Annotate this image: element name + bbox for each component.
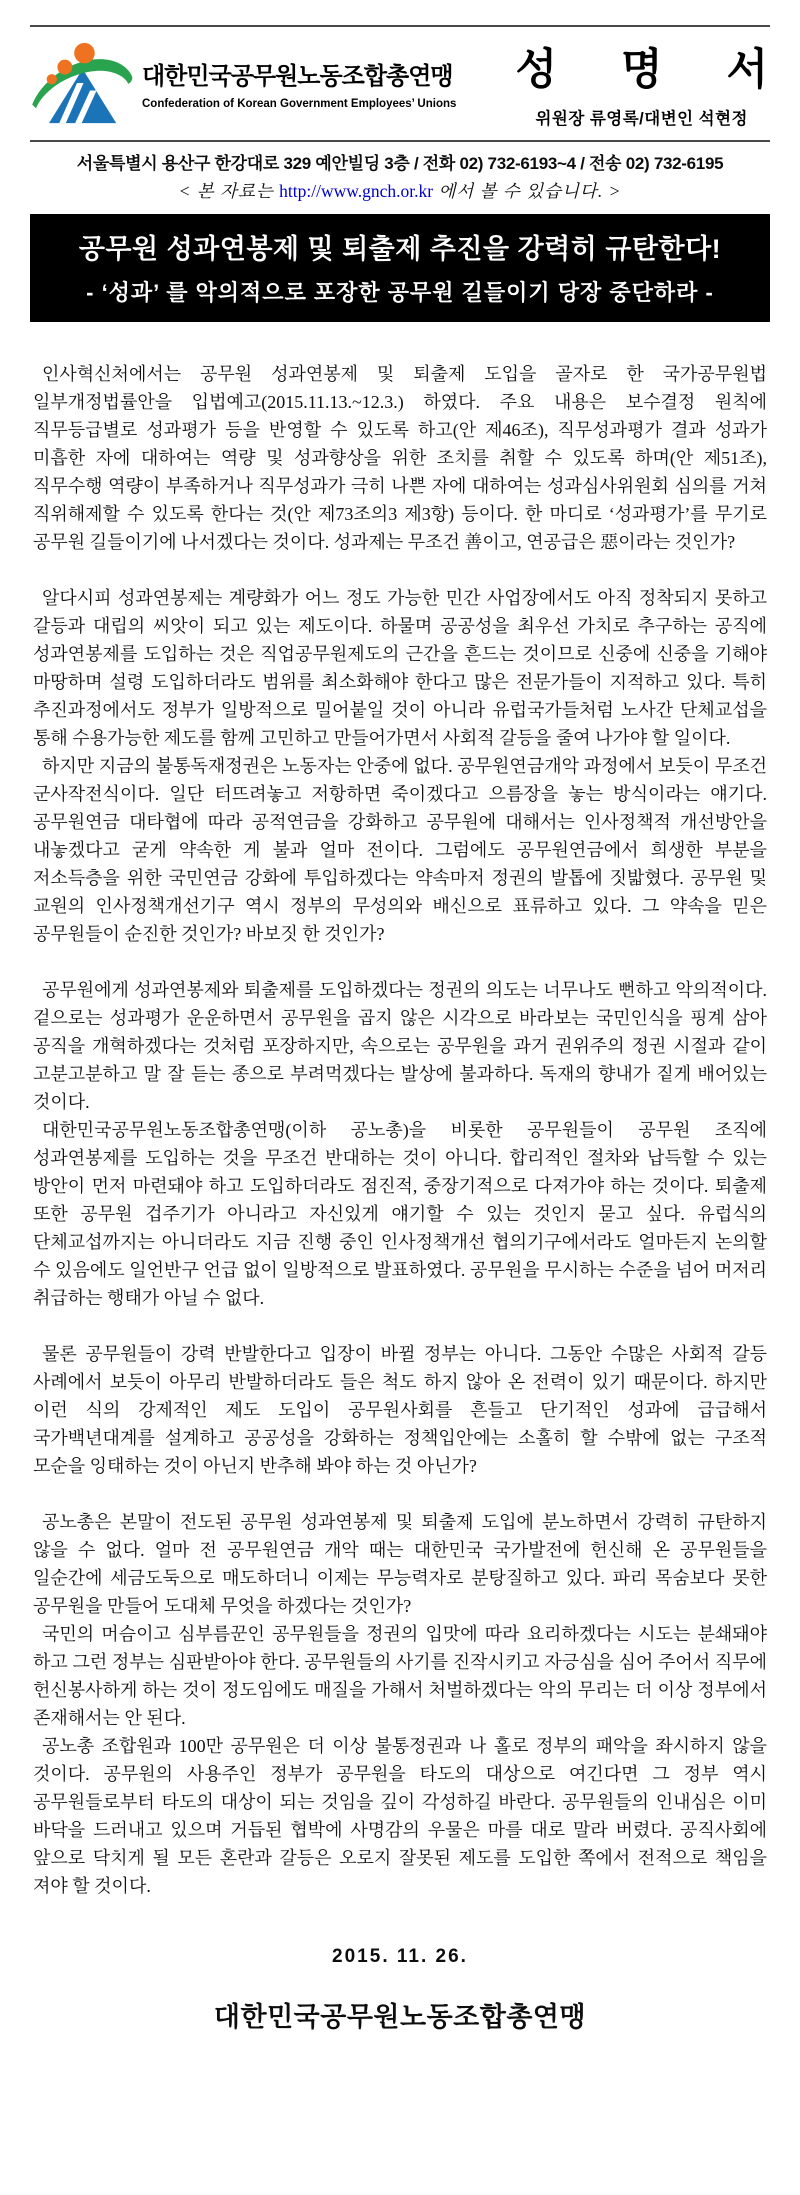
letterhead	[30, 27, 794, 140]
org-name-block	[142, 56, 456, 110]
notice-suffix: 에서 볼 수 있습니다. >	[433, 181, 622, 201]
headline-sub: - ‘성과’ 를 악의적으로 포장한 공무원 길들이기 당장 중단하라 -	[86, 280, 714, 305]
paragraph-group	[33, 1340, 767, 1480]
org-name-english: Confederation of Korean Government Employees’ Unions	[142, 97, 457, 110]
body-paragraph: 국민의 머슴이고 심부름꾼인 공무원들을 정권의 입맛에 따라 요리하겠다는 시도는 분쇄돼야 하고 그런 정부는 심판받아야 한다. 공무원들의 사기를 진작시키고 자긍심을 심어 주어서 직무에 헌신봉사하게 하는 것이 정도임에도 매질을 가해서 처벌하겠다는 악의 무리는 더 이상 정부에서 존재해서는 안 된다.	[33, 1624, 767, 1728]
body-paragraph: 공노총은 본말이 전도된 공무원 성과연봉제 및 퇴출제 도입에 분노하면서 강력히 규탄하지 않을 수 없다. 얼마 전 공무원연금 개악 때는 대한민국 국가발전에 헌신해 온 공무원들을 일순간에 세금도둑으로 매도하더니 이제는 무능력자로 분탕질하고 있다. 파리 목숨보다 못한 공무원을 만들어 도대체 무엇을 하겠다는 것인가?	[33, 1512, 767, 1616]
body-paragraph: 공무원에게 성과연봉제와 퇴출제를 도입하겠다는 정권의 의도는 너무나도 뻔하고 악의적이다. 겉으로는 성과평가 운운하면서 공무원을 곱지 않은 시각으로 바라보는 국민인식을 핑계 삼아 공직을 개혁하겠다는 것처럼 포장하지만, 속으로는 공무원을 과거 권위주의 정권 시절과 같이 고분고분하고 말 잘 듣는 종으로 부려먹겠다는 발상에 불과하다. 독재의 향내가 짙게 배어있는 것이다.	[33, 980, 767, 1112]
document-title-block	[515, 36, 794, 129]
headline-main: 공무원 성과연봉제 및 퇴출제 추진을 강력히 규탄한다!	[78, 234, 722, 264]
footer-org-name: 대한민국공무원노동조합총연맹	[213, 2002, 587, 2032]
org-name-korean: 대한민국공무원노동조합총연맹	[142, 62, 453, 90]
paragraph-group	[33, 976, 767, 1312]
statement-body	[30, 360, 770, 1900]
website-link[interactable]: http://www.gnch.or.kr	[279, 181, 434, 201]
contact-block	[30, 142, 770, 203]
body-paragraph: 물론 공무원들이 강력 반발한다고 입장이 바뀔 정부는 아니다. 그동안 수많은 사회적 갈등 사례에서 보듯이 아무리 반발하더라도 들은 척도 하지 않아 온 전력이 있기 때문이다. 하지만 이런 식의 강제적인 제도 도입이 공무원사회를 흔들고 단기적인 성과에 급급해서 국가백년대계를 설계하고 공공성을 강화하는 정책입안에는 소홀히 할 수밖에 없는 구조적 모순을 잉태하는 것이 아닌지 반추해 봐야 하는 것 아닌가?	[33, 1344, 767, 1476]
body-paragraph: 공노총 조합원과 100만 공무원은 더 이상 불통정권과 나 홀로 정부의 패악을 좌시하지 않을 것이다. 공무원의 사용주인 정부가 공무원을 타도의 대상으로 여긴다면 그 정부 역시 공무원들로부터 타도의 대상이 되는 것임을 깊이 각성하길 바란다. 공무원들의 인내심은 이미 바닥을 드러내고 있으며 거듭된 협박에 사명감의 우물은 마를 대로 말라 버렸다. 공직사회에 앞으로 닥치게 될 모든 혼란과 갈등은 오로지 잘못된 제도를 도입한 쪽에서 전적으로 책임을 져야 할 것이다.	[33, 1736, 767, 1896]
website-notice-line	[30, 178, 770, 203]
body-paragraph: 인사혁신처에서는 공무원 성과연봉제 및 퇴출제 도입을 골자로 한 국가공무원법 일부개정법률안을 입법예고(2015.11.13.~12.3.) 하였다. 주요 내용은 보수결정 원칙에 직무등급별로 성과평가 등을 반영할 수 있도록 하고(안 제46조), 직무성과평가 결과 성과가 미흡한 자에 대하여는 역량 및 성과향상을 위한 조치를 취할 수 있도록 하며(안 제51조), 직무수행 역량이 부족하거나 직무성과가 극히 나쁜 자에 대하여는 성과심사위원회 심의를 거쳐 직위해제할 수 있도록 한다는 것(안 제73조의3 제3항) 등이다. 한 마디로 ‘성과평가’를 무기로 공무원 길들이기에 나서겠다는 것이다. 성과제는 무조건 善이고, 연공급은 惡이라는 것인가?	[33, 364, 767, 552]
paragraph-group	[33, 584, 767, 948]
body-paragraph: 알다시피 성과연봉제는 계량화가 어느 정도 가능한 민간 사업장에서도 아직 정착되지 못하고 갈등과 대립의 씨앗이 되고 있는 제도이다. 하물며 공공성을 최우선 가치로 추구하는 공직에 성과연봉제를 도입하는 것은 직업공무원제도의 근간을 흔드는 것이므로 신중에 신중을 기해야 마땅하며 설령 도입하더라도 범위를 최소화해야 한다고 많은 전문가들이 지적하고 있다. 특히 추진과정에서도 정부가 일방적으로 밀어붙일 것이 아니라 유럽국가들처럼 노사간 단체교섭을 통해 수용가능한 제도를 함께 고민하고 만들어가면서 사회적 갈등을 줄여 나가야 할 일이다.	[33, 588, 767, 748]
body-paragraph: 대한민국공무원노동조합총연맹(이하 공노총)을 비롯한 공무원들이 공무원 조직에 성과연봉제를 도입하는 것을 무조건 반대하는 것이 아니다. 합리적인 절차와 납득할 수 있는 방안이 먼저 마련돼야 하고 도입하더라도 점진적, 중장기적으로 다져가야 하는 것이다. 퇴출제 또한 공무원 겁주기가 아니라고 자신있게 얘기할 수 있는 것인지 묻고 싶다. 유럽식의 단체교섭까지는 아니더라도 지금 진행 중인 인사정책개선 협의기구에서라도 얼마든지 논의할 수 있음에도 일언반구 언급 없이 일방적으로 발표하였다. 공무원을 무시하는 수준을 넘어 머저리 취급하는 행태가 아닐 수 없다.	[33, 1120, 767, 1308]
officials-line: 위원장 류영록/대변인 석현정	[535, 110, 748, 128]
body-paragraph: 하지만 지금의 불통독재정권은 노동자는 안중에 없다. 공무원연금개악 과정에서 보듯이 무조건 군사작전식이다. 일단 터뜨려놓고 저항하면 죽이겠다고 으름장을 놓는 방식이라는 얘기다. 공무원연금 대타협에 따라 공적연금을 강화하고 공무원에 대해서는 인사정책적 개선방안을 내놓겠다고 굳게 약속한 게 불과 얼마 전이다. 그럼에도 공무원연금에서 희생한 부분을 저소득층을 위한 국민연금 강화에 투입하겠다는 약속마저 정권의 발톱에 짓밟혔다. 공무원 및 교원의 인사정책개선기구 역시 정부의 무성의와 배신으로 표류하고 있다. 그 약속을 믿은 공무원들이 순진한 것인가? 바보짓 한 것인가?	[33, 756, 767, 944]
address-line: 서울특별시 용산구 한강대로 329 예안빌딩 3층 / 전화 02) 732-6193~4 / 전송 02) 732-6195	[76, 154, 724, 173]
document-title: 성 명 서	[515, 46, 794, 94]
statement-date: 2015. 11. 26.	[332, 1946, 468, 1967]
notice-prefix: < 본 자료는	[178, 181, 280, 201]
paragraph-group	[33, 360, 767, 556]
org-logo-icon	[30, 41, 138, 125]
paragraph-group	[33, 1508, 767, 1900]
headline-banner	[30, 214, 770, 322]
org-logo	[30, 41, 138, 125]
